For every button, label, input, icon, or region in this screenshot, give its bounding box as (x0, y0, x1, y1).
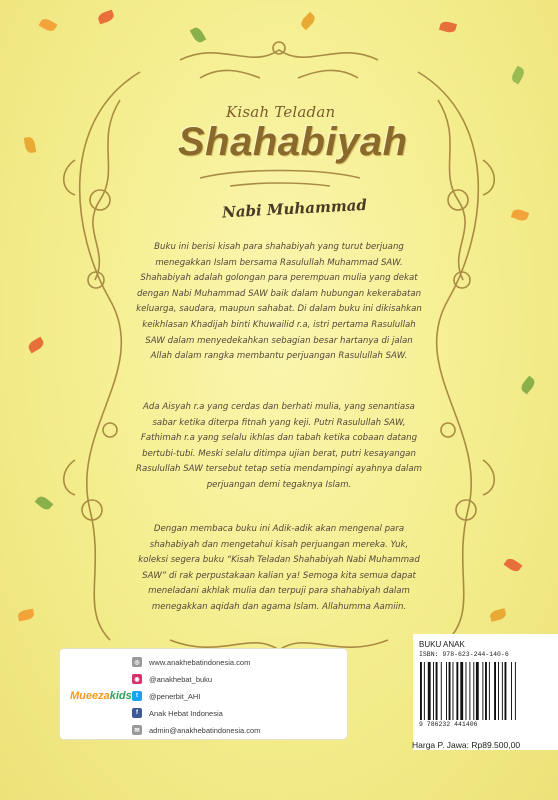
series-title: Kisah Teladan (226, 103, 336, 121)
email-icon: ✉ (132, 725, 142, 735)
facebook-icon: f (132, 708, 142, 718)
barcode-digits: 9 786232 441406 (419, 721, 478, 728)
synopsis-paragraph: Dengan membaca buku ini Adik-adik akan mengenal para shahabiyah dan mengetahui kisah perjuangan mereka. Yuk, koleksi segera buku “Kisah Teladan Shahabiyah Nabi Muhammad SAW” di rak perpustakaan kalian ya! Semoga kita semua dapat meneladani akhlak mulia dan terpuji para shahabiyah dalam menegakkan aqidah dan agama Islam. Allahumma Aamiin. (138, 524, 420, 612)
isbn-text: ISBN: 978-623-244-140-6 (419, 651, 509, 658)
globe-icon: ◎ (132, 657, 142, 667)
contact-instagram[interactable]: ◉ @anakhebat_buku (132, 671, 212, 687)
contact-twitter[interactable]: t @penerbit_AHI (132, 688, 200, 704)
book-title: Shahabiyah (178, 120, 408, 164)
contact-facebook[interactable]: f Anak Hebat Indonesia (132, 705, 223, 721)
book-subtitle: Nabi Muhammad (221, 195, 368, 222)
synopsis-paragraph: Buku ini berisi kisah para shahabiyah yang turut berjuang menegakkan Islam bersama Rasulullah Muhammad SAW. Shahabiyah adalah golongan para perempuan mulia yang dekat dengan Nabi Muhammad SAW baik dalam hubungan kekerabatan keluarga, saudara, maupun sahabat. Di dalam buku ini dikisahkan keikhlasan Khadijah binti Khuwailid r.a, istri pertama Rasulullah SAW dalam menyedekahkan sebagian besar hartanya di jalan Allah dalam rangka membantu perjuangan Rasulullah SAW. (136, 242, 422, 362)
twitter-icon: t (132, 691, 142, 701)
synopsis-paragraph: Ada Aisyah r.a yang cerdas dan berhati mulia, yang senantiasa sabar ketika diterpa fitnah yang keji. Putri Rasulullah SAW, Fathimah r.a yang selalu ikhlas dan tabah ketika cobaan datang bertubi-tubi. Meski selalu ditimpa ujian berat, putri kesayangan Rasulullah SAW tersebut tetap setia mendampingi ayahnya dalam perjuangan demi tegaknya Islam. (136, 402, 422, 490)
instagram-icon: ◉ (132, 674, 142, 684)
contact-website[interactable]: ◎ www.anakhebatindonesia.com (132, 654, 250, 670)
publisher-logo: Mueezakids (70, 690, 132, 702)
book-category: BUKU ANAK (419, 640, 465, 649)
price-label: Harga P. Jawa: Rp89.500,00 (412, 740, 521, 750)
contact-email[interactable]: ✉ admin@anakhebatindonesia.com (132, 722, 260, 738)
barcode-icon (420, 662, 540, 720)
